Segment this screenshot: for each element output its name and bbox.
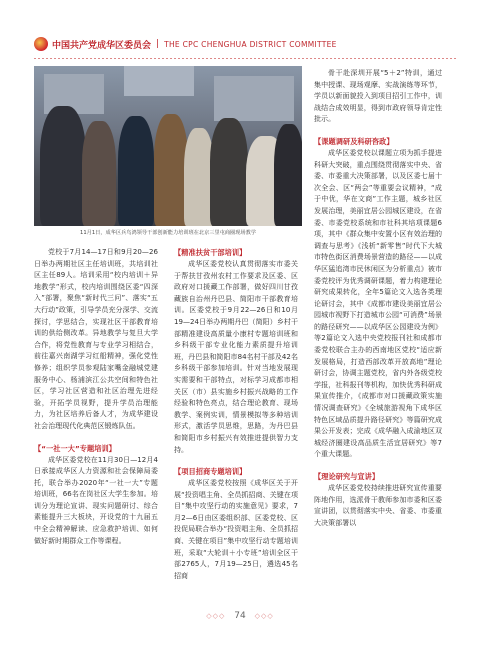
paragraph: 成华区委党校认真贯彻落实市委关于帮扶甘孜州农村工作要求及区委、区政府对口援藏工作部署，做好四川甘孜藏族自治州丹巴县、简阳市干部教育培训。区委党校于9月22—26日和10月19—24日举办两期丹巴（简阳）乡村干部精准建设高质量小康村专题培训班和乡科级干部专业化能力素质提升培训班，丹巴县和简阳市84名村干部及42名乡科级干部参加培训。针对当地发展现实需要和干部特点，对标学习成都市相关区（市）县实施乡村振兴战略的工作经验和特色亮点，结合理论教育、现场教学、案例实训，情景模拟等多种培训形式，激活学员思维，思路，为丹巴县和简阳市乡村振兴有效推进提供智力支持。: [174, 260, 298, 454]
header-separator: |: [156, 39, 160, 49]
paragraph: 骨干赴深圳开展“5＋2”特训，通过集中授课、现场观摩、实战演练等环节，学员以新面貌投入到项目招引工作中，训战结合成效明显，得到市政府领导肯定性批示。: [314, 69, 442, 124]
paragraph: 成华区委党校在11月30日—12月4日承接成华区人力资源和社会保障局委托，联合举办2020年“一社一大”专题培训班，66名在岗社区大学生参加。培训分为理论宣讲、现实问题研讨、综合素能提升三大板块，开设党的十九届五中全会精神解读、应急救护培训、如何做好新时期群众工作等课程。: [34, 455, 158, 545]
training-photo: [34, 66, 302, 226]
section-heading: 【项目招商专题培训】: [174, 467, 247, 477]
paragraph: 党校于7月14—17日和9月20—26日举办两期社区主任培训班，共培训社区主任89人。培训采用“校内培训＋异地教学”形式，校内培训围绕区委“四深入”部署，聚焦“新时代三问”、落实“五大行动”政策，引导学员充分深学、交流探讨，学思结合，实现社区干部教育培训的供给侧改革。异地教学与复旦大学合作，将党性教育与专业学习相结合，前往嘉兴南湖学习红船精神，强化党性修养；组织学员参观陆家嘴金融城党建服务中心、杨浦滨江公共空间和特色社区，学习社区营造和社区治理先进经验，开拓学员视野，提升学员治理能力，为社区培养后备人才，为成华建设社会治理现代化典范区锻炼队伍。: [34, 248, 158, 430]
header-divider: [34, 58, 456, 59]
paragraph: 成华区委党校按照《成华区关于开展“投资唱主角、全员抓招商、关键在项目”集中攻坚行动的实施意见》要求，7月2—6日由区委组织部、区委党校、区投促局联合举办“投资唱主角、全员抓招商、关键在项目”集中攻坚行动专题培训班，采取“大轮训＋小专班”培训全区干部2765人，7月19—25日，遴选45名招商: [174, 479, 298, 580]
section-heading: 【理论研究与宣讲】: [314, 472, 380, 481]
page-footer: [0, 611, 480, 621]
footer-ornament-left: ◇◇◇: [206, 612, 226, 620]
section-heading: 【精准扶贫干部培训】: [174, 248, 247, 257]
paragraph: 成华区委党校持续推进研究宣传重要阵地作用，选派骨干教师参加市委和区委宣讲团，以贯彻落实中央、省委、市委重大决策部署以: [314, 484, 442, 527]
footer-ornament-right: ◇◇◇: [254, 612, 274, 620]
section-heading: 【课题调研及科研咨政】: [314, 136, 394, 146]
page-number: 74: [234, 611, 246, 621]
party-emblem-icon: [34, 37, 48, 51]
page-header: [34, 34, 454, 54]
column-3: [314, 68, 442, 529]
column-2: [174, 247, 298, 582]
column-1: [34, 247, 158, 547]
photo-caption: 11月1日，成华区兵鸟鸿领导干部创新能力培训班在北京三里屯商圈现场教学: [80, 230, 256, 236]
section-heading: 【“一社一大”专题培训】: [34, 443, 116, 453]
header-title-en: THE CPC CHENGHUA DISTRICT COMMITTEE: [164, 39, 337, 49]
paragraph: 成华区委党校以课题立项为抓手提进科研大突破，重点围绕贯彻落实中央、省委、市委重大决策部署，以及区委七届十次全会、区“两会”等重要会议精神，“成于中优，华在文商”工作主题，城乡社区发展治理，美丽宜居公园城区建设，在省委、市委党校系统和市社科其培项课题6项，其中《群众集中安置小区有效治理的调查与思考》《浅析“新零售”时代下大城市特色街区消费场景营造的路径——以成华区猛追湾市民休闲区为分析重点》被市委党校评为优秀调研课题，着力构建理论研究成果转化，全年5篇论文入选各类理论研讨会，其中《成都市建设美丽宜居公园城市视野下打造城市公园“可消费”场景的路径研究——以成华区公园建设为例》等2篇论文入选中央党校报刊社和成都市委党校联合主办的西南地区党校“适应新发展格局，打造西部改革开放高地”理论研讨会，协调主题党校，省内外各级党校学报，社科报刊等机构，加快优秀科研成果宣传推介，《成都市对口援藏政策实施情况调查研究》《全城旅游视角下成华区特色区域品质提升路径研究》等篇研究成果公开发表；完成《成华融入成渝地区双城经济圈建设高品质生活宜居研究》等7个重大课题。: [314, 148, 442, 459]
header-title-cn: 中国共产党成华区委员会: [52, 40, 152, 51]
